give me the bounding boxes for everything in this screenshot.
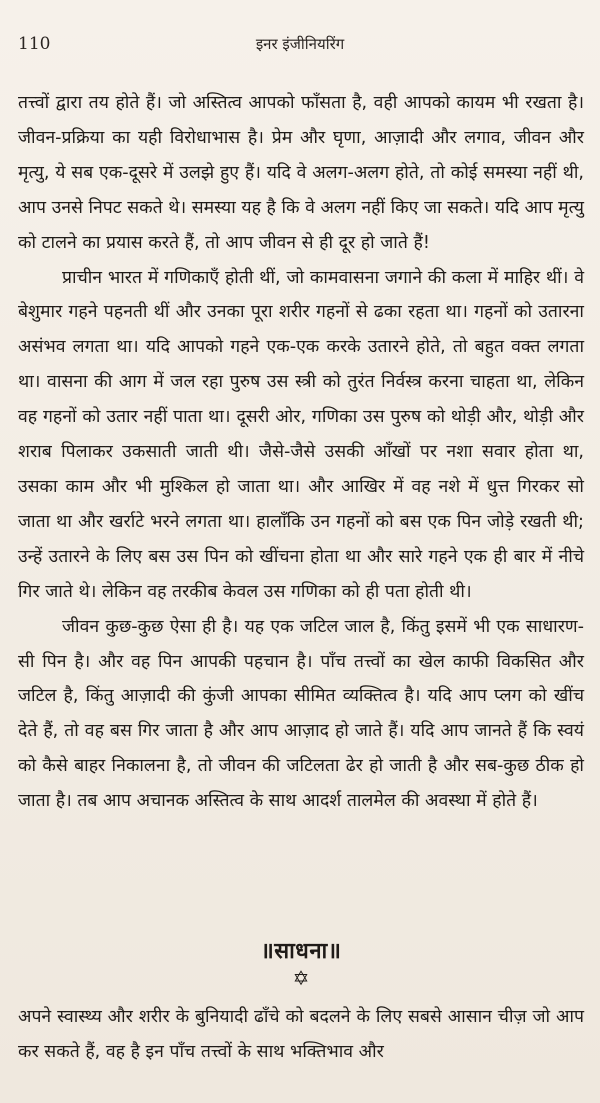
page-header <box>18 34 582 60</box>
page-body <box>18 86 584 819</box>
paragraph-life-pin: जीवन कुछ-कुछ ऐसा ही है। यह एक जटिल जाल है, किंतु इसमें भी एक साधारण-सी पिन है। और वह पिन आपकी पहचान है। पाँच तत्त्वों का खेल काफी विकसित और जटिल है, किंतु आज़ादी की कुंजी आपका सीमित व्यक्तित्व है। यदि आप प्लग को खींच देते हैं, तो वह बस गिर जाता है और आप आज़ाद हो जाते हैं। यदि आप जानते हैं कि स्वयं को कैसे बाहर निकालना है, तो जीवन की जटिलता ढेर हो जाती है और सब-कुछ ठीक हो जाता है। तब आप अचानक अस्तित्व के साथ आदर्श तालमेल की अवस्था में होते हैं। <box>18 616 584 812</box>
sadhana-title: ॥साधना॥ <box>260 939 342 964</box>
page-number: 110 <box>18 34 51 54</box>
paragraph-courtesans: प्राचीन भारत में गणिकाएँ होती थीं, जो कामवासना जगाने की कला में माहिर थीं। वे बेशुमार गहने पहनती थीं और उनका पूरा शरीर गहनों से ढका रहता था। गहनों को उतारना असंभव लगता था। यदि आपको गहने एक-एक करके उतारने होते, तो बहुत वक्त लगता था। वासना की आग में जल रहा पुरुष उस स्त्री को तुरंत निर्वस्त्र करना चाहता था, लेकिन वह गहनों को उतार नहीं पाता था। दूसरी ओर, गणिका उस पुरुष को थोड़ी और, थोड़ी और शराब पिलाकर उकसाती जाती थी। जैसे-जैसे उसकी आँखों पर नशा सवार होता था, उसका काम और भी मुश्किल हो जाता था। और आखिर में वह नशे में धुत्त गिरकर सो जाता था और खर्राटे भरने लगता था। हालाँकि उन गहनों को बस एक पिन जोड़े रखती थी; उन्हें उतारने के लिए बस उस पिन को खींचना होता था और सारे गहने एक ही बार में नीचे गिर जाते थे। लेकिन वह तरकीब केवल उस गणिका को ही पता होती थी। <box>18 267 584 602</box>
section-heading <box>18 935 584 989</box>
final-paragraph-block <box>18 1000 584 1070</box>
star-ornament-icon: ✡ <box>292 966 310 990</box>
paragraph-continuation: तत्त्वों द्वारा तय होते हैं। जो अस्तित्व आपको फाँसता है, वही आपको कायम भी रखता है। जीवन-प्रक्रिया का यही विरोधाभास है। प्रेम और घृणा, आज़ादी और लगाव, जीवन और मृत्यु, ये सब एक-दूसरे में उलझे हुए हैं। यदि वे अलग-अलग होते, तो कोई समस्या नहीं थी, आप उनसे निपट सकते थे। समस्या यह है कि वे अलग नहीं किए जा सकते। यदि आप मृत्यु को टालने का प्रयास करते हैं, तो आप जीवन से ही दूर हो जाते हैं! <box>18 93 584 253</box>
running-title: इनर इंजीनियरिंग <box>255 35 345 53</box>
paragraph-sadhana: अपने स्वास्थ्य और शरीर के बुनियादी ढाँचे को बदलने के लिए सबसे आसान चीज़ जो आप कर सकते हैं, वह है इन पाँच तत्त्वों के साथ भक्तिभाव और <box>18 1007 584 1062</box>
